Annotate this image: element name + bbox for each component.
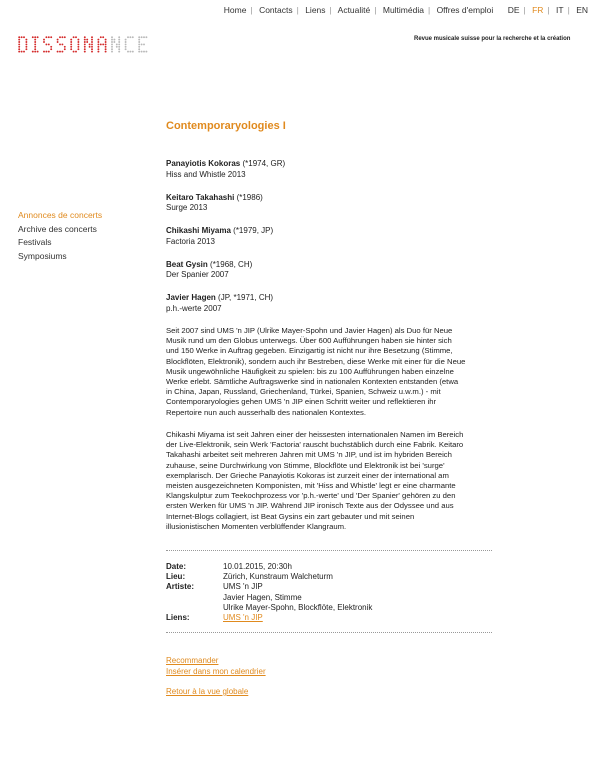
- logo-dot: [118, 48, 120, 50]
- logo-dot: [111, 43, 113, 45]
- logo-dot: [111, 41, 113, 43]
- work-item: [166, 193, 486, 214]
- logo-dot: [48, 51, 50, 53]
- logo-dot: [105, 43, 107, 45]
- composer-meta: (JP, *1971, CH): [218, 293, 274, 302]
- composer-meta: (*1979, JP): [233, 226, 274, 235]
- logo-dot: [45, 36, 47, 38]
- lang-separator: |: [547, 5, 550, 15]
- nav-home[interactable]: Home: [223, 5, 247, 15]
- logo-dot: [138, 46, 140, 48]
- logo-dot: [25, 39, 27, 41]
- logo-dot: [143, 51, 145, 53]
- logo-dot: [125, 48, 127, 50]
- nav-separator: |: [250, 5, 253, 15]
- logo-dot: [43, 39, 45, 41]
- logo-dot: [138, 51, 140, 53]
- logo-dot: [70, 48, 72, 50]
- dotted-divider: [166, 632, 492, 633]
- logo-dot: [141, 43, 143, 45]
- nav-separator: |: [329, 5, 332, 15]
- logo-dot: [111, 48, 113, 50]
- logo-dot: [84, 43, 86, 45]
- work-title: Hiss and Whistle 2013: [166, 169, 246, 179]
- logo-dot: [141, 51, 143, 53]
- logo-dot: [34, 43, 36, 45]
- work-item: [166, 293, 486, 314]
- artist-item: Javier Hagen, Stimme: [223, 592, 302, 602]
- place-value: Zürich, Kunstraum Walcheturm: [223, 572, 333, 582]
- artist-list: [223, 582, 372, 613]
- logo-dot: [100, 43, 102, 45]
- works-list: [166, 159, 486, 327]
- work-item: [166, 260, 486, 281]
- logo-dot: [116, 43, 118, 45]
- work-title: Factoria 2013: [166, 236, 215, 246]
- event-actions: [166, 656, 266, 698]
- logo-dot: [129, 51, 131, 53]
- logo-dot: [25, 48, 27, 50]
- logo-dot: [111, 51, 113, 53]
- composer-name: Beat Gysin: [166, 259, 208, 269]
- logo-dot: [84, 39, 86, 41]
- logo-dot: [138, 43, 140, 45]
- logo-dot: [86, 41, 88, 43]
- logo-dot: [75, 51, 77, 53]
- logo-dot: [70, 41, 72, 43]
- logo-dot: [73, 36, 75, 38]
- logo-dot: [113, 39, 115, 41]
- logo-dot: [127, 36, 129, 38]
- logo-dot: [143, 43, 145, 45]
- logo-dot: [84, 51, 86, 53]
- logo-dot: [21, 51, 23, 53]
- logo-dot: [25, 43, 27, 45]
- logo-dot: [18, 43, 20, 45]
- logo-dot: [118, 46, 120, 48]
- logo-dot: [34, 41, 36, 43]
- logo-dot: [61, 43, 63, 45]
- logo-dot: [34, 36, 36, 38]
- ums-n-jip-link[interactable]: UMS 'n JIP: [223, 613, 263, 623]
- work-title: Der Spanier 2007: [166, 270, 229, 279]
- sidebar-item-annonces-de-concerts[interactable]: Annonces de concerts: [18, 210, 103, 220]
- logo-dot: [125, 41, 127, 43]
- logo-dot: [97, 39, 99, 41]
- logo-dot: [34, 46, 36, 48]
- event-details: [166, 562, 372, 623]
- date-label: Date:: [166, 562, 187, 571]
- add-to-calendar-link[interactable]: Insérer dans mon calendrier: [166, 666, 266, 676]
- page-title: Contemporaryologies I: [166, 120, 286, 132]
- recommend-link[interactable]: Recommander: [166, 656, 219, 665]
- dotted-divider: [166, 550, 492, 551]
- logo-dot: [143, 36, 145, 38]
- logo-dot: [141, 36, 143, 38]
- logo-dot: [111, 39, 113, 41]
- logo-dot: [25, 41, 27, 43]
- logo-dot: [48, 36, 50, 38]
- artist-item: Ulrike Mayer-Spohn, Blockflöte, Elektronik: [223, 602, 373, 612]
- logo-dot: [91, 46, 93, 48]
- nav-contacts[interactable]: Contacts: [259, 5, 293, 15]
- logo-dot: [86, 39, 88, 41]
- logo-dot: [97, 43, 99, 45]
- logo-dot: [125, 43, 127, 45]
- top-navigation: [224, 5, 588, 15]
- logo-dot: [91, 39, 93, 41]
- composer-meta: (*1968, CH): [210, 259, 253, 269]
- logo-dot: [45, 51, 47, 53]
- logo-dot: [77, 48, 79, 50]
- composer-name: Panayiotis Kokoras: [166, 159, 241, 168]
- sidebar: [18, 209, 102, 263]
- work-item: [166, 159, 486, 180]
- nav-separator: |: [296, 5, 299, 15]
- place-row: [166, 572, 372, 582]
- logo-dot: [37, 51, 39, 53]
- logo-dot: [59, 43, 61, 45]
- logo-dot: [105, 46, 107, 48]
- logo-dot: [84, 46, 86, 48]
- logo-dot: [84, 48, 86, 50]
- logo-dot: [18, 48, 20, 50]
- nav-separator: |: [374, 5, 377, 15]
- logo-dot: [18, 51, 20, 53]
- nav-offres-emploi[interactable]: Offres d'emploi: [436, 5, 494, 15]
- logo-dot: [138, 48, 140, 50]
- sidebar-item-symposiums[interactable]: Symposiums: [18, 250, 67, 261]
- site-tagline: Revue musicale suisse pour la recherche et la création: [414, 36, 571, 42]
- sidebar-item-archive-des-concerts[interactable]: Archive des concerts: [18, 223, 97, 234]
- logo-dot: [45, 43, 47, 45]
- artist-row: [166, 582, 372, 613]
- logo-dot: [18, 41, 20, 43]
- logo-dot: [84, 41, 86, 43]
- logo-dot: [77, 46, 79, 48]
- nav-actualite[interactable]: Actualité: [337, 5, 371, 15]
- logo-dot: [118, 43, 120, 45]
- logo-dot: [118, 36, 120, 38]
- artist-item: UMS 'n JIP: [223, 582, 263, 592]
- logo-dot: [138, 36, 140, 38]
- artist-label: Artiste:: [166, 582, 195, 592]
- logo-dot: [48, 43, 50, 45]
- lang-it[interactable]: IT: [556, 5, 564, 15]
- nav-separator: |: [427, 5, 431, 15]
- logo-dot: [70, 46, 72, 48]
- logo-dot: [145, 36, 147, 38]
- logo-dot: [57, 51, 59, 53]
- date-value: 10.01.2015, 20:30h: [223, 562, 292, 571]
- date-row: [166, 562, 372, 572]
- logo-dot: [43, 51, 45, 53]
- logo-dot: [113, 41, 115, 43]
- logo-dot: [105, 39, 107, 41]
- logo-dot: [97, 48, 99, 50]
- language-switcher: [508, 5, 588, 15]
- composer-name: Keitaro Takahashi: [166, 192, 235, 202]
- logo-dot: [50, 46, 52, 48]
- logo-dot: [61, 51, 63, 53]
- work-title: Surge 2013: [166, 203, 208, 212]
- logo-dot: [73, 51, 75, 53]
- logo-dot: [75, 36, 77, 38]
- logo-dot: [89, 46, 91, 48]
- logo-dot: [91, 36, 93, 38]
- back-to-overview-link[interactable]: Retour à la vue globale: [166, 687, 249, 696]
- lang-separator: |: [567, 5, 570, 15]
- logo-dot: [91, 43, 93, 45]
- logo-dot: [84, 36, 86, 38]
- logo-dot: [97, 46, 99, 48]
- logo-dot: [43, 41, 45, 43]
- logo-dot: [127, 51, 129, 53]
- logo-dot: [23, 51, 25, 53]
- lang-de[interactable]: DE: [507, 5, 520, 15]
- logo-dot: [105, 51, 107, 53]
- logo-dot: [61, 36, 63, 38]
- description-paragraph-2: Chikashi Miyama ist seit Jahren einer der heissesten internationalen Namen im Bereich der Live-Elektronik, sein Werk 'Factoria' rauscht buchstäblich durch eine Fabrik. Keitaro Takahashi arbeitet seit mehreren Jahren mit UMS 'n JIP, und ist im hybriden Bereich zuhause, seine Durchwirkung von Stimme, Blockflöte und Elektronik ist bei 'surge' exemplarisch. Der Grieche Panayiotis Kokoras ist zurzeit einer der international am meisten ausgezeichneten Komponisten, mit 'Hiss and Whistle' legt er eine charmante Klangskulptur zum Teekochprozess vor 'p.h.-werte' und 'Der Spanier' gehören zu den ersten Werken für UMS 'n JIP. Während JIP ironisch Texte aus der Odyssee und aus Internet-Blogs collagiert, ist Beat Gysins ein zart gebauter und mit seinen illusionistischen Momenten verblüffender Klangraum.: [166, 430, 464, 531]
- logo-dot: [97, 51, 99, 53]
- nav-liens[interactable]: Liens: [305, 5, 326, 15]
- description-paragraph-1: Seit 2007 sind UMS 'n JIP (Ulrike Mayer-Spohn und Javier Hagen) als Duo für Neue Musik rund um den Globus unterwegs. Über 600 Aufführungen haben sie hinter sich und 150 Werke in Auftrag gegeben. Einzigartig ist nicht nur ihre Besetzung (Stimme, Blockflöten, Elektronik), sondern auch ihr Bestreben, diese Werke mit einer für die Neue Musik ungewöhnliche Häufigkeit zu spielen: bis zu 100 Aufführungen haben einzelne Werke erlebt. Sämtliche Auftragswerke sind in nationalen Kontexten entstanden (etwa in China, Japan, Russland, Griechenland, Türkei, Spanien, Schweiz u.w.m.) - mit Contemporaryologies gehen UMS 'n JIP einen Schritt weiter und reflektieren ihr Repertoire nun auch ausserhalb des nationalen Kontextes.: [166, 326, 466, 417]
- logo-dot: [34, 51, 36, 53]
- logo-dot: [105, 41, 107, 43]
- composer-name: Chikashi Miyama: [166, 226, 231, 235]
- sidebar-item-festivals[interactable]: Festivals: [18, 237, 52, 247]
- logo-dot: [57, 41, 59, 43]
- dissonance-logo[interactable]: [18, 36, 206, 53]
- composer-name: Javier Hagen: [166, 293, 216, 302]
- logo-dot: [102, 43, 104, 45]
- logo-dot: [64, 46, 66, 48]
- logo-dot: [97, 41, 99, 43]
- logo-dot: [89, 43, 91, 45]
- logo-dot: [21, 36, 23, 38]
- logo-dot: [91, 41, 93, 43]
- work-item: [166, 226, 486, 247]
- logo-dot: [132, 36, 134, 38]
- logo-dot: [111, 46, 113, 48]
- logo-dot: [37, 36, 39, 38]
- place-label: Lieu:: [166, 572, 186, 582]
- lang-en[interactable]: EN: [576, 5, 588, 15]
- logo-dot: [64, 36, 66, 38]
- lang-fr[interactable]: FR: [532, 5, 544, 15]
- logo-dot: [34, 48, 36, 50]
- logo-dot: [138, 41, 140, 43]
- composer-meta: (*1974, GR): [242, 159, 286, 168]
- logo-dot: [118, 41, 120, 43]
- links-value: [223, 613, 263, 623]
- logo-dot: [18, 39, 20, 41]
- logo-dot: [64, 48, 66, 50]
- logo-dot: [18, 36, 20, 38]
- nav-multimedia[interactable]: Multimédia: [382, 5, 424, 15]
- logo-dot: [25, 46, 27, 48]
- logo-dot: [18, 46, 20, 48]
- logo-dot: [23, 36, 25, 38]
- logo-dot: [32, 36, 34, 38]
- composer-meta: (*1986): [236, 192, 263, 202]
- logo-dot: [118, 39, 120, 41]
- logo-dot: [118, 51, 120, 53]
- logo-dot: [132, 51, 134, 53]
- logo-dot: [105, 48, 107, 50]
- logo-dot: [59, 36, 61, 38]
- lang-separator: |: [523, 5, 526, 15]
- logo-dot: [70, 43, 72, 45]
- logo-dot: [50, 48, 52, 50]
- logo-dot: [102, 36, 104, 38]
- links-row: [166, 613, 372, 623]
- logo-dot: [145, 51, 147, 53]
- logo-dot: [77, 43, 79, 45]
- logo-dot: [125, 39, 127, 41]
- logo-dot: [129, 36, 131, 38]
- logo-dot: [111, 36, 113, 38]
- logo-dot: [34, 39, 36, 41]
- logo-dot: [91, 48, 93, 50]
- logo-dot: [116, 46, 118, 48]
- links-label: Liens:: [166, 613, 190, 623]
- logo-dot: [100, 36, 102, 38]
- logo-dot: [77, 41, 79, 43]
- logo-dot: [125, 46, 127, 48]
- logo-dot: [70, 39, 72, 41]
- logo-dot: [59, 51, 61, 53]
- logo-dot: [57, 39, 59, 41]
- logo-dot: [91, 51, 93, 53]
- logo-dot: [77, 39, 79, 41]
- logo-dot: [50, 36, 52, 38]
- logo-dot: [138, 39, 140, 41]
- work-title: p.h.-werte 2007: [166, 303, 222, 313]
- logo-dot: [32, 51, 34, 53]
